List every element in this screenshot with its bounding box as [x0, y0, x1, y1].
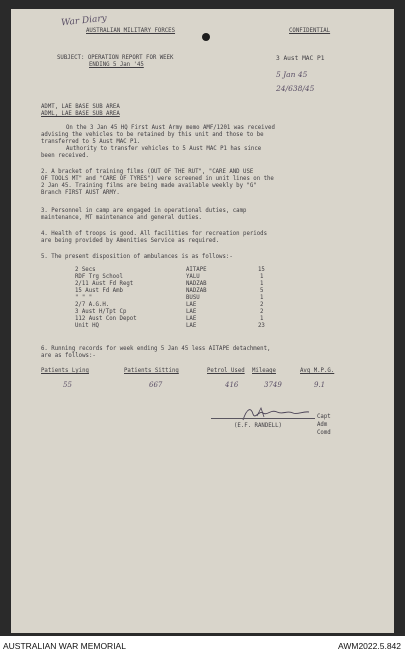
disposition-count: 1: [260, 295, 264, 301]
records-value-mileage: 3749: [264, 381, 282, 389]
disposition-location: LAE: [186, 309, 197, 315]
signature-rank: Capt: [317, 414, 331, 420]
para3-line1: 3. Personnel in camp are engaged in operational duties, camp: [41, 208, 247, 214]
para6-line2: are as follows:-: [41, 353, 96, 359]
para2-line2: OF TOOLS MT" and "CARE OF TYRES") were screened in unit lines on the: [41, 176, 274, 182]
signature-title-comd: Comd: [317, 430, 331, 436]
disposition-count: 2: [260, 309, 264, 315]
header-right: CONFIDENTIAL: [289, 28, 331, 34]
document-page: [11, 9, 394, 633]
para1-line1: On the 3 Jan 45 HQ First Aust Army memo AMF/1201 was received: [66, 125, 275, 131]
signature-title-adm: Adm: [317, 422, 328, 428]
para2-line4: Branch FIRST AUST ARMY.: [41, 190, 120, 196]
disposition-row: 112 Aust Con Depot: [75, 316, 137, 322]
para2-line1: 2. A bracket of training films (OUT OF THE RUT", "CARE AND USE: [41, 169, 254, 175]
records-header-sitting: Patients Sitting: [124, 368, 179, 374]
records-header-petrol: Petrol Used: [207, 368, 245, 374]
disposition-row: 3 Aust H/Tpt Cp: [75, 309, 127, 315]
addressee-1: ADMT, LAE BASE SUB AREA: [41, 104, 120, 110]
para1-line4: Authority to transfer vehicles to 5 Aust MAC P1 has since: [66, 146, 262, 152]
disposition-row: Unit HQ: [75, 323, 99, 329]
disposition-location: AITAPE: [186, 267, 207, 273]
disposition-count: 15: [258, 267, 265, 273]
disposition-location: NADZAB: [186, 288, 207, 294]
handwritten-date: 5 Jan 45: [276, 70, 308, 79]
para3-line2: maintenance, MT maintenance and general duties.: [41, 215, 202, 221]
footer-source: AUSTRALIAN WAR MEMORIAL: [3, 641, 126, 651]
signature-line: [211, 418, 315, 419]
signature-scrawl: [237, 404, 317, 424]
handwritten-war-diary: War Diary: [60, 13, 108, 29]
records-value-lying: 55: [63, 381, 72, 389]
records-value-mpg: 9.1: [314, 381, 326, 389]
records-value-petrol: 416: [225, 381, 239, 389]
disposition-count: 5: [260, 288, 264, 294]
disposition-location: NADZAB: [186, 281, 207, 287]
para4-line2: are being provided by Amenities Service as required.: [41, 238, 220, 244]
para2-line3: 2 Jan 45. Training films are being made available weekly by "G": [41, 183, 257, 189]
subject-line-2: ENDING 5 Jan '45: [89, 62, 144, 68]
disposition-row: 2/7 A.G.H.: [75, 302, 110, 308]
disposition-row: " " ": [75, 295, 93, 301]
disposition-row: RDF Trg School: [75, 274, 123, 280]
disposition-row: 15 Aust Fd Amb: [75, 288, 123, 294]
disposition-count: 1: [260, 316, 264, 322]
disposition-location: BUSU: [186, 295, 200, 301]
disposition-count: 1: [260, 274, 264, 280]
handwritten-reference: 24/638/45: [276, 84, 315, 93]
para1-line3: transferred to 5 Aust MAC P1.: [41, 139, 141, 145]
header-left: AUSTRALIAN MILITARY FORCES: [86, 28, 176, 34]
para1-line2: advising the vehicles to be retained by this unit and those to be: [41, 132, 264, 138]
para4-line1: 4. Health of troops is good. All facilities for recreation periods: [41, 231, 267, 237]
disposition-count: 2: [260, 302, 264, 308]
disposition-row: 2 Secs: [75, 267, 96, 273]
records-header-lying: Patients Lying: [41, 368, 89, 374]
archive-footer: [0, 636, 405, 653]
disposition-count: 23: [258, 323, 265, 329]
punch-hole: [202, 33, 210, 41]
para1-line5: been received.: [41, 153, 89, 159]
para6-line1: 6. Running records for week ending 5 Jan 45 less AITAPE detachment,: [41, 346, 271, 352]
records-header-mpg: Avg M.P.G.: [300, 368, 335, 374]
disposition-count: 1: [260, 281, 264, 287]
footer-accession: AWM2022.5.842: [338, 641, 401, 651]
disposition-location: YALU: [186, 274, 200, 280]
signature-name: (E.F. RANDELL): [234, 423, 282, 429]
unit-designation: 3 Aust MAC P1: [276, 55, 325, 62]
records-value-sitting: 667: [149, 381, 163, 389]
para5-line: 5. The present disposition of ambulances is as follows:-: [41, 254, 233, 260]
records-header-mileage: Mileage: [252, 368, 276, 374]
disposition-location: LAE: [186, 323, 197, 329]
addressee-2: ADML, LAE BASE SUB AREA: [41, 111, 120, 117]
disposition-location: LAE: [186, 316, 197, 322]
disposition-location: LAE: [186, 302, 197, 308]
disposition-row: 2/11 Aust Fd Regt: [75, 281, 134, 287]
subject-line-1: SUBJECT: OPERATION REPORT FOR WEEK: [57, 55, 174, 61]
